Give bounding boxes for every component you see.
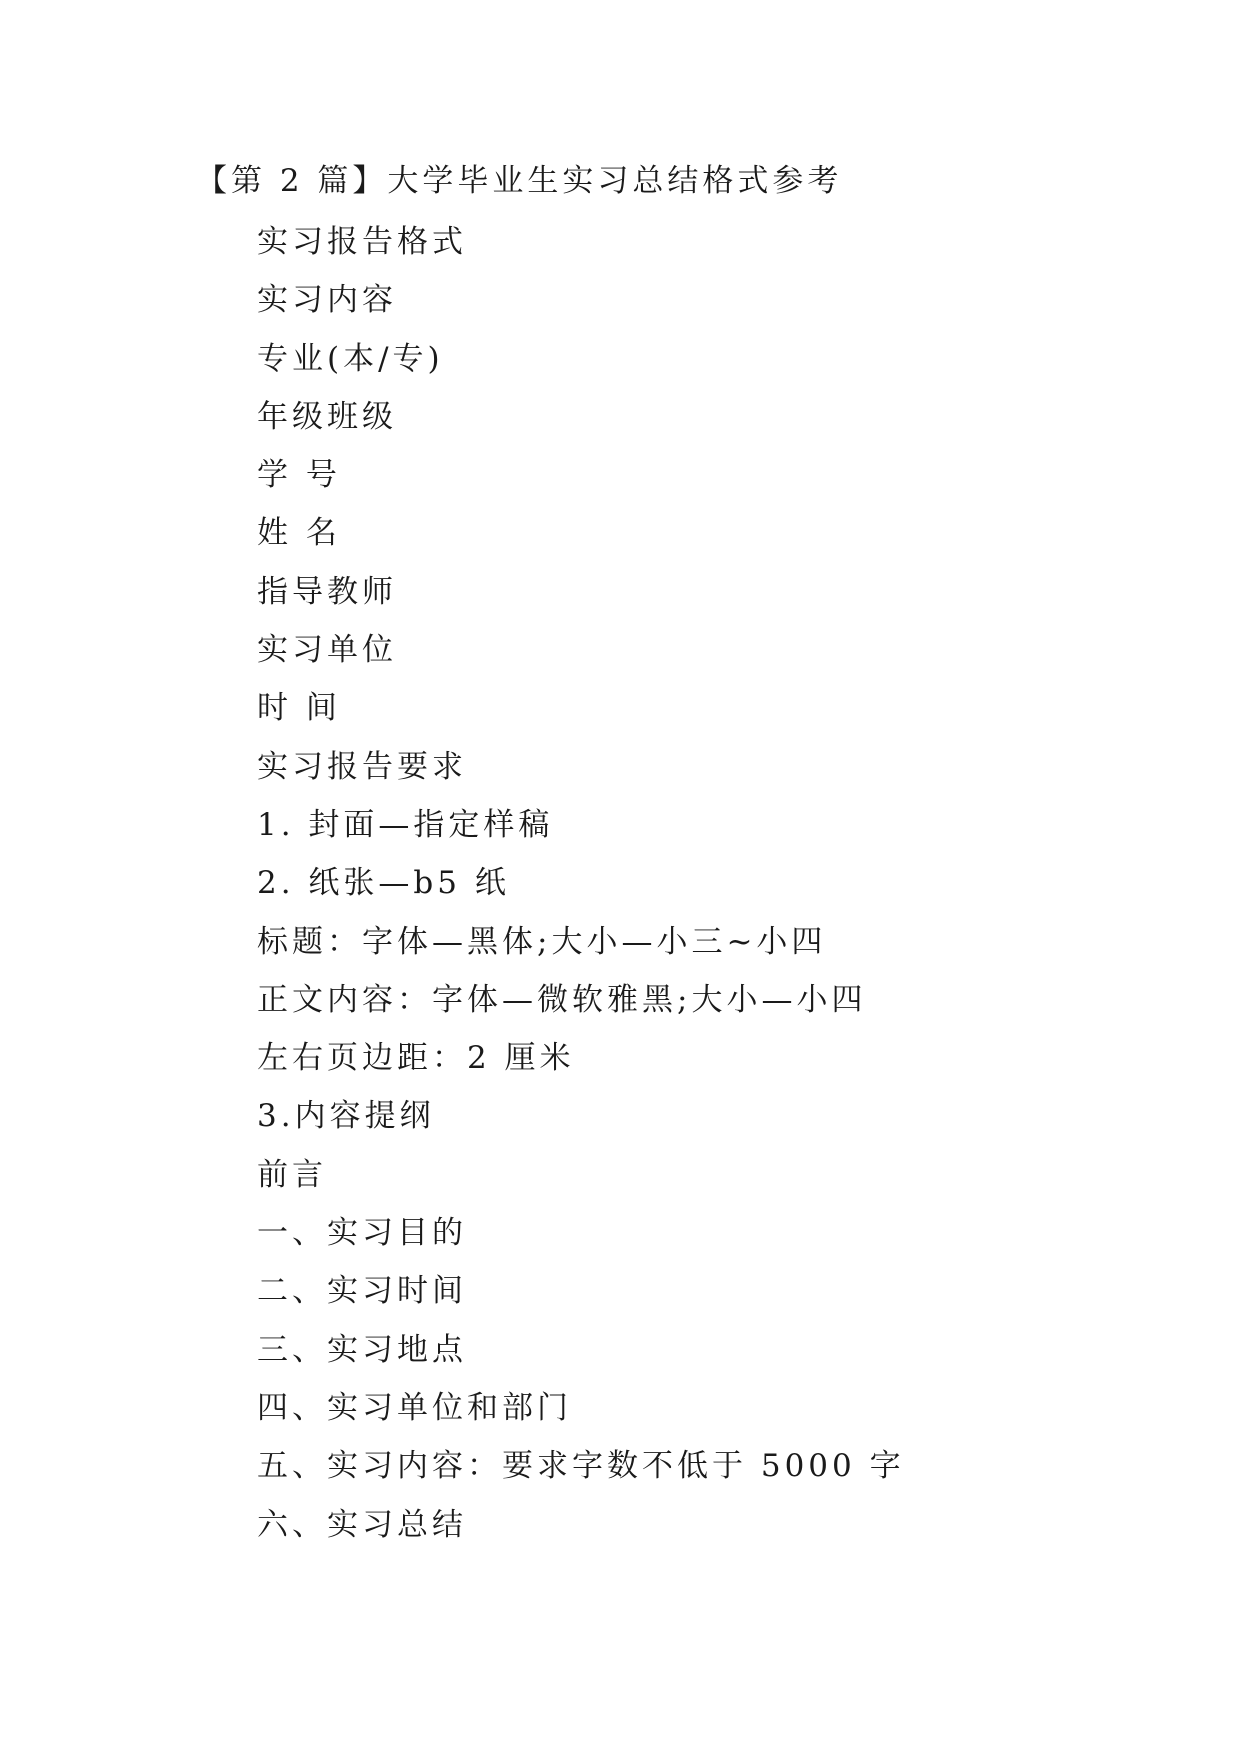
text-line: 实习内容 (257, 282, 397, 319)
text-line: 实习报告格式 (257, 224, 467, 260)
text-line: 四、实习单位和部门 (257, 1389, 572, 1426)
text-line: 六、实习总结 (257, 1506, 467, 1543)
text-line: 二、实习时间 (257, 1273, 467, 1310)
text-line: 年级班级 (257, 398, 397, 435)
text-line: 五、实习内容：要求字数不低于 5000 字 (257, 1448, 905, 1485)
text-line: 专业(本/专) (257, 340, 444, 377)
text-line: 1. 封面—指定样稿 (257, 806, 554, 843)
text-line: 三、实习地点 (257, 1331, 467, 1368)
text-line: 2. 纸张—b5 纸 (257, 865, 510, 902)
text-line: 学 号 (257, 457, 341, 494)
text-line: 前言 (257, 1156, 327, 1193)
text-line: 指导教师 (257, 573, 397, 610)
document-title: 【第 2 篇】大学毕业生实习总结格式参考 (196, 163, 843, 199)
text-line: 标题：字体—黑体;大小—小三~小四 (257, 923, 827, 960)
document-body (257, 222, 905, 1563)
text-line: 左右页边距：2 厘米 (257, 1040, 575, 1077)
text-line: 姓 名 (257, 515, 341, 552)
text-line: 一、实习目的 (257, 1215, 467, 1252)
text-line: 3.内容提纲 (257, 1098, 435, 1135)
text-line: 时 间 (257, 690, 341, 727)
text-line: 实习单位 (257, 632, 397, 669)
text-line: 正文内容：字体—微软雅黑;大小—小四 (257, 981, 867, 1018)
text-line: 实习报告要求 (257, 748, 467, 785)
